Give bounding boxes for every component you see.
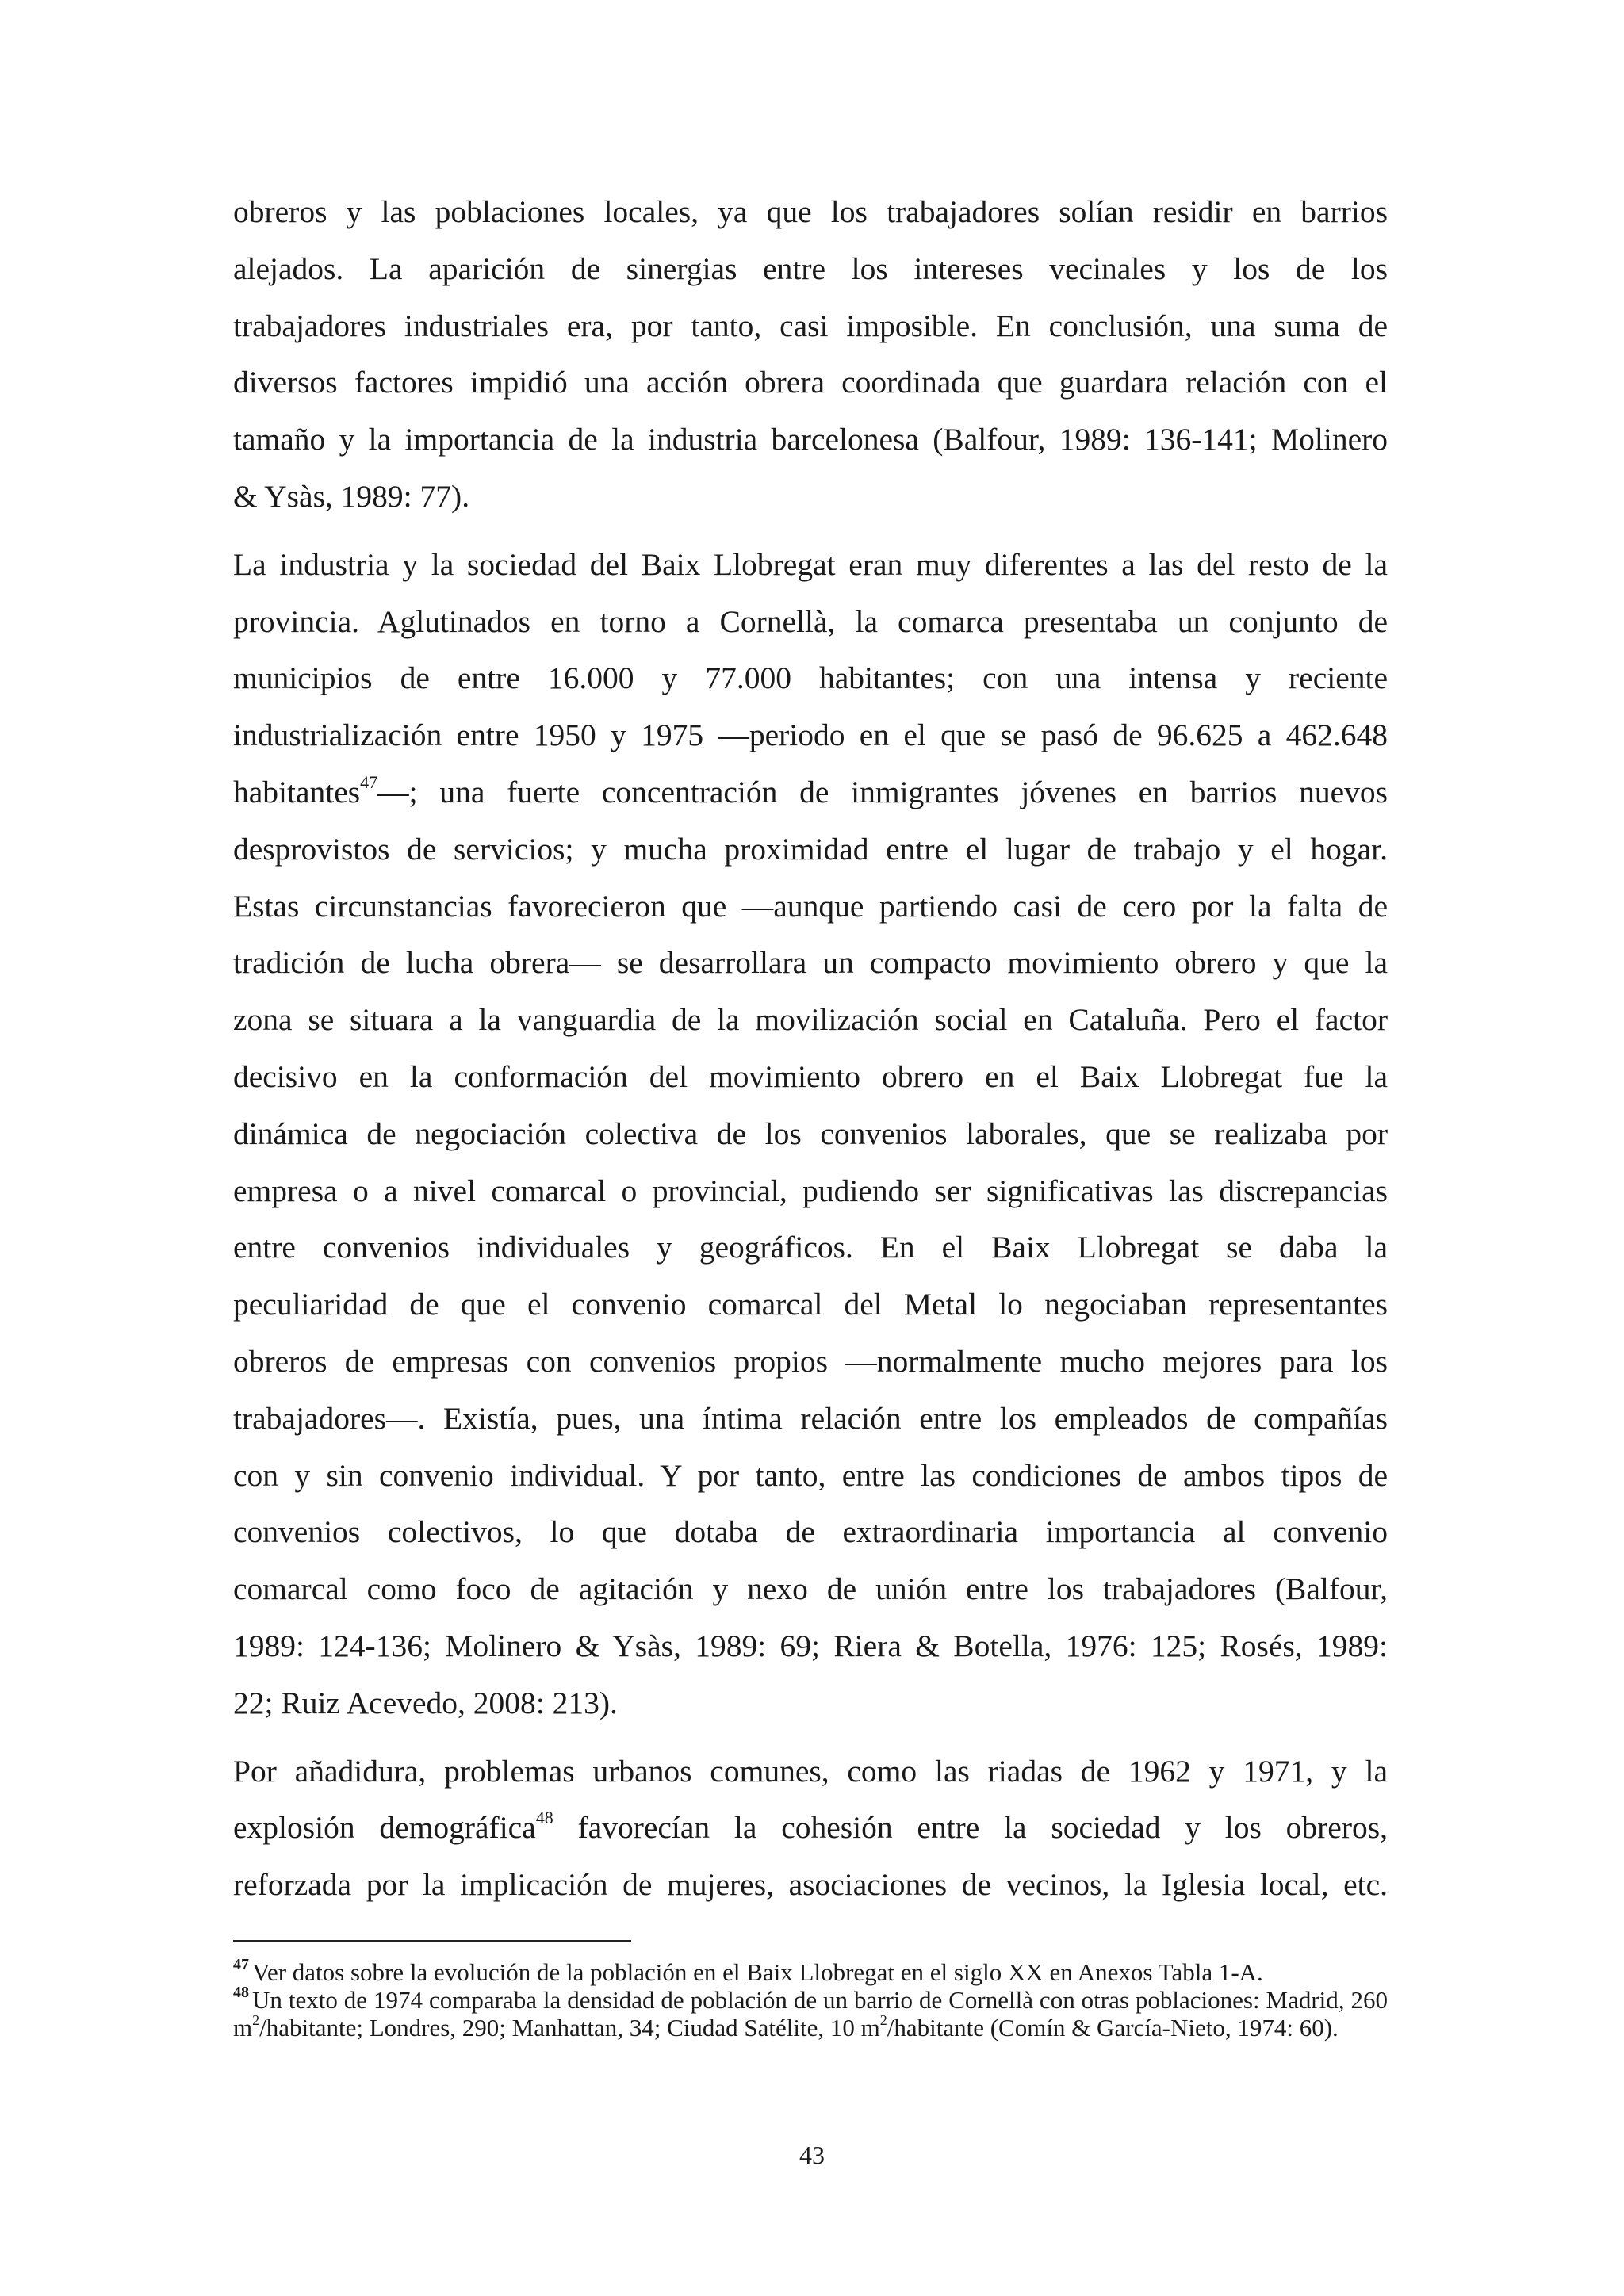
text-line: reforzada por la implicación de mujeres, asociaciones de vecinos, la Iglesia local, etc. [233, 1867, 1388, 1903]
paragraph-1 [233, 184, 1388, 526]
text-segment: explosión demográfica [233, 1810, 536, 1846]
text-line: entre convenios individuales y geográficos. En el Baix Llobregat se daba la [233, 1230, 1388, 1265]
footnote-text: Ver datos sobre la evolución de la población en el Baix Llobregat en el siglo XX en Anexos Tabla 1-A. [252, 1958, 1263, 1986]
text-line: diversos factores impidió una acción obrera coordinada que guardara relación con el [233, 365, 1388, 400]
footnote-number: 48 [233, 1983, 249, 2001]
body-text [233, 184, 1388, 1925]
paragraph-3 [233, 1743, 1388, 1914]
text-line: tradición de lucha obrera— se desarrollara un compacto movimiento obrero y que la [233, 945, 1388, 981]
text-line: con y sin convenio individual. Y por tanto, entre las condiciones de ambos tipos de [233, 1457, 1388, 1493]
text-line-with-footnote [233, 1800, 1388, 1857]
text-line: decisivo en la conformación del movimiento obrero en el Baix Llobregat fue la [233, 1058, 1388, 1094]
text-line: tamaño y la importancia de la industria barcelonesa (Balfour, 1989: 136-141; Molinero [233, 422, 1388, 457]
text-line: zona se situara a la vanguardia de la movilización social en Cataluña. Pero el factor [233, 1002, 1388, 1038]
text-line: obreros y las poblaciones locales, ya que los trabajadores solían residir en barrios [233, 194, 1388, 229]
text-line: Estas circunstancias favorecieron que —aunque partiendo casi de cero por la falta de [233, 888, 1388, 924]
text-line: alejados. La aparición de sinergias entre los intereses vecinales y los de los [233, 251, 1388, 286]
text-line: peculiaridad de que el convenio comarcal del Metal lo negociaban representantes [233, 1287, 1388, 1322]
footnote-text: /habitante (Comín & García-Nieto, 1974: 60). [887, 2014, 1339, 2042]
text-line: & Ysàs, 1989: 77). [233, 478, 470, 514]
text-segment: —; una fuerte concentración de inmigrantes jóvenes en barrios nuevos [377, 774, 1388, 809]
text-segment: favorecían la cohesión entre la sociedad y los obreros, [553, 1810, 1388, 1846]
superscript: 2 [879, 2011, 887, 2028]
footnotes [233, 1955, 1388, 2042]
text-line: obreros de empresas con convenios propios —normalmente mucho mejores para los [233, 1343, 1388, 1379]
footnote-ref-47[interactable]: 47 [360, 771, 378, 792]
text-line: dinámica de negociación colectiva de los convenios laborales, que se realizaba por [233, 1115, 1388, 1151]
text-line: Por añadidura, problemas urbanos comunes, como las riadas de 1962 y 1971, y la [233, 1753, 1388, 1789]
text-line: comarcal como foco de agitación y nexo de unión entre los trabajadores (Balfour, [233, 1571, 1388, 1607]
text-line: La industria y la sociedad del Baix Llobregat eran muy diferentes a las del resto de la [233, 546, 1388, 582]
text-line: trabajadores—. Existía, pues, una íntima relación entre los empleados de compañías [233, 1400, 1388, 1436]
text-line: provincia. Aglutinados en torno a Cornellà, la comarca presentaba un conjunto de [233, 603, 1388, 639]
text-line: desprovistos de servicios; y mucha proximidad entre el lugar de trabajo y el hogar. [233, 831, 1388, 867]
text-line: industrialización entre 1950 y 1975 —periodo en el que se pasó de 96.625 a 462.648 [233, 718, 1388, 753]
footnote-ref-48[interactable]: 48 [535, 1808, 553, 1828]
superscript: 2 [252, 2011, 260, 2028]
text-line: 1989: 124-136; Molinero & Ysàs, 1989: 69; Riera & Botella, 1976: 125; Rosés, 1989: [233, 1628, 1388, 1663]
text-line-with-footnote [233, 764, 1388, 821]
text-line: empresa o a nivel comarcal o provincial, pudiendo ser significativas las discrepancias [233, 1173, 1388, 1208]
footnote-48 [233, 1983, 1388, 2042]
footnote-text: /habitante; Londres, 290; Manhattan, 34; Ciudad Satélite, 10 m [259, 2014, 880, 2042]
text-line: 22; Ruiz Acevedo, 2008: 213). [233, 1685, 618, 1720]
paragraph-2 [233, 537, 1388, 1732]
footnote-separator [233, 1940, 631, 1942]
footnote-47 [233, 1955, 1388, 1986]
text-line: convenios colectivos, lo que dotaba de extraordinaria importancia al convenio [233, 1514, 1388, 1550]
page-number: 43 [799, 2141, 825, 2169]
text-line: municipios de entre 16.000 y 77.000 habitantes; con una intensa y reciente [233, 660, 1388, 696]
text-segment: habitantes [233, 774, 361, 809]
footnote-text: Un texto de 1974 comparaba la densidad de población de un barrio de Cornellà con otras poblaciones: Madrid, 260 m [233, 1986, 1388, 2042]
footnote-number: 47 [233, 1955, 249, 1973]
text-line: trabajadores industriales era, por tanto, casi imposible. En conclusión, una suma de [233, 308, 1388, 343]
